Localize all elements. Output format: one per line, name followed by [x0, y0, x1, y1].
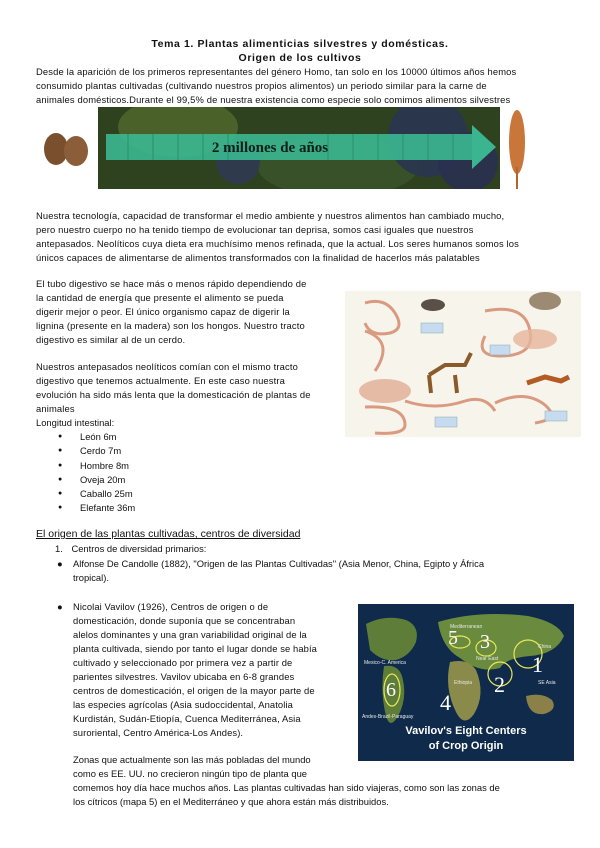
- region-label: Ethiopia: [454, 680, 473, 686]
- technology-paragraph: [36, 209, 564, 265]
- zones-paragraph-top: [73, 753, 350, 781]
- center-number: 3: [480, 631, 490, 653]
- paragraph-line: comemos hoy día hace muchos años. Las plantas cultivadas han sido viajeras, como son las zonas de: [73, 782, 500, 793]
- center-number: 2: [494, 672, 505, 697]
- center-number: 1: [532, 652, 543, 677]
- paragraph-line: Nicolai Vavilov (1926), Centros de origen o de: [73, 601, 269, 612]
- vavilov-paragraph: [73, 600, 350, 740]
- paragraph-line: cultivado y seleccionado por primera vez a partir de: [73, 657, 293, 668]
- paragraph-line: animales: [36, 403, 75, 414]
- region-label: China: [538, 644, 552, 650]
- paragraph-line: tropical).: [73, 572, 109, 583]
- paragraph-line: El tubo digestivo se hace más o menos rápido dependiendo de: [36, 278, 307, 289]
- seed-icon: [64, 136, 88, 166]
- digestive-tracts-figure: [345, 291, 581, 437]
- numbered-item: [55, 542, 206, 556]
- paragraph-line: Nuestra tecnología, capacidad de transformar el medio ambiente y nuestros alimentos han cambiado mucho,: [36, 210, 505, 221]
- paragraph-line: Nuestros antepasados neolíticos comían con el mismo tracto: [36, 361, 298, 372]
- paragraph-line: planta cultivada, siendo por tanto el lugar donde se había: [73, 643, 317, 654]
- paragraph-line: domesticación, donde suponía que se concentraban: [73, 615, 296, 626]
- paragraph-line: suroriental, Centro América-Los Andes).: [73, 727, 244, 738]
- map-title: Vavilov's Eight Centers: [405, 725, 527, 737]
- paragraph-line: alelos dominantes y una gran variabilidad original de la: [73, 629, 307, 640]
- paragraph-line: la cantidad de energía que presente el alimento se pueda: [36, 292, 284, 303]
- paragraph-line: Alfonse De Candolle (1882), "Origen de las Plantas Cultivadas" (Asia Menor, China, Egipto y África: [73, 558, 485, 569]
- intro-line: consumido plantas cultivadas (cultivando nuestros propios alimentos) un periodo similar para la carne de: [36, 80, 487, 91]
- paragraph-line: las especies agrícolas (Asia sudoccidental, Anatolia: [73, 699, 293, 710]
- paragraph-line: parientes silvestres. Vavilov ubicaba en 6-8 grandes: [73, 671, 295, 682]
- paragraph-line: evolución ha sido más lenta que la domesticación de plantas de: [36, 389, 311, 400]
- region-label: SE Asia: [538, 680, 556, 686]
- candolle-paragraph: [73, 557, 573, 585]
- paragraph-line: digestivo es similar al de un cerdo.: [36, 334, 186, 345]
- intestine-section: [36, 416, 336, 516]
- region-label: Andes-Brazil-Paraguay: [362, 714, 414, 720]
- map-title: of Crop Origin: [428, 740, 504, 752]
- section-heading: El origen de las plantas cultivadas, centros de diversidad: [36, 528, 301, 540]
- paragraph-line: digestivo que tenemos actualmente. En este caso nuestra: [36, 375, 286, 386]
- list-item: ● León 6m: [58, 430, 336, 444]
- page-title: Tema 1. Plantas alimenticias silvestres y domésticas.: [151, 38, 449, 50]
- center-number: 6: [386, 679, 396, 701]
- numbered-marker: 1.: [55, 543, 63, 554]
- mole-icon: [421, 299, 445, 311]
- timeline-illustration: [38, 107, 534, 189]
- center-number: 5: [448, 627, 458, 649]
- region-label: Mediterranean: [450, 624, 483, 630]
- intestine-heading: Longitud intestinal:: [36, 417, 115, 428]
- intestine-list: [58, 430, 336, 516]
- list-item: ● Elefante 36m: [58, 501, 336, 515]
- digestive-paragraph: [36, 277, 336, 347]
- vavilov-map: [358, 604, 574, 761]
- intro-paragraph: [36, 65, 564, 107]
- digestive-tracts-illustration: [345, 291, 581, 437]
- neolithic-paragraph: [36, 360, 336, 416]
- paragraph-line: lignina (presente en la madera) son los hongos. Nuestro tracto: [36, 320, 305, 331]
- paragraph-line: centros de domesticación, el origen de la mayor parte de: [73, 685, 315, 696]
- list-item: ● Caballo 25m: [58, 487, 336, 501]
- paragraph-line: únicos capaces de alimentarse de alimentos transformados con la finalidad de hacerlos más palatables: [36, 252, 480, 263]
- wheat-ear-icon: [509, 110, 525, 174]
- list-item: ● Oveja 20m: [58, 473, 336, 487]
- paragraph-line: los cítricos (mapa 5) en el Mediterráneo y que ahora están más distribuidos.: [73, 796, 389, 807]
- zones-paragraph-bottom: [73, 781, 573, 809]
- bullet-marker: ●: [57, 601, 63, 612]
- bullet-marker: ●: [57, 558, 63, 569]
- paragraph-line: Kurdistán, Sudán-Etiopía, Cuenca Mediterránea, Asia: [73, 713, 301, 724]
- region-label: Near East: [476, 656, 499, 662]
- center-number: 4: [440, 690, 451, 715]
- intro-line: Desde la aparición de los primeros representantes del género Homo, tan solo en los 10000 últimos años hemos: [36, 66, 517, 77]
- timeline-image: [38, 107, 534, 189]
- intro-line: animales domésticos.Durante el 99,5% de nuestra existencia como especie solo comimos alimentos silvestres: [36, 94, 511, 105]
- rabbit-icon: [529, 292, 561, 310]
- paragraph-line: pero nuestro cuerpo no ha tenido tiempo de evolucionar tan deprisa, somos casi iguales que nuestros: [36, 224, 474, 235]
- paragraph-line: digerir mejor o peor. El único organismo capaz de digerir la: [36, 306, 290, 317]
- world-map-illustration: [358, 604, 574, 761]
- region-label: Mexico-C. America: [364, 660, 406, 666]
- paragraph-line: antepasados. Neolíticos cuya dieta era muchísimo menos refinada, que la actual. Los seres humanos somos los: [36, 238, 519, 249]
- timeline-label: 2 millones de años: [211, 140, 329, 156]
- list-item: ● Cerdo 7m: [58, 444, 336, 458]
- numbered-item-text: Centros de diversidad primarios:: [71, 543, 207, 554]
- paragraph-line: Zonas que actualmente son las más pobladas del mundo: [73, 754, 311, 765]
- paragraph-line: como es EE. UU. no crecieron ningún tipo de planta que: [73, 768, 307, 779]
- page-subtitle: Origen de los cultivos: [238, 52, 362, 64]
- list-item: ● Hombre 8m: [58, 459, 336, 473]
